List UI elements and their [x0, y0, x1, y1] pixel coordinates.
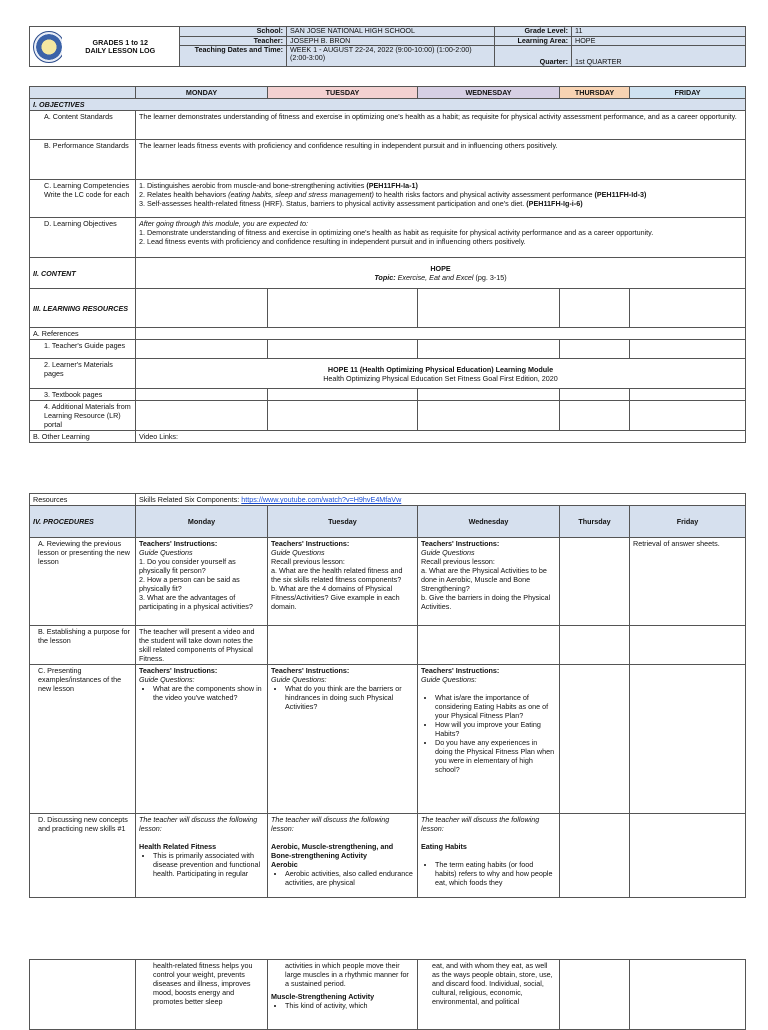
- day-thursday: THURSDAY: [560, 87, 630, 99]
- cont-thu: [560, 960, 630, 1030]
- presenting-monday: [136, 665, 268, 814]
- purpose-label: B. Establishing a purpose for the lesson: [30, 626, 136, 665]
- content-topic: [136, 258, 746, 289]
- dates-value: WEEK 1 - AUGUST 22-24, 2022 (9:00-10:00) (1:00-2:00) (2:00-3:00): [287, 46, 495, 67]
- lesson-title: Eating Habits: [421, 842, 467, 851]
- question-1: 1. Do you consider yourself as physically fit person?: [139, 557, 236, 575]
- header-block: [29, 26, 745, 67]
- purpose-wed: [418, 626, 560, 665]
- discussing-label: D. Discussing new concepts and practicing new skills #1: [30, 814, 136, 898]
- discuss-intro: The teacher will discuss the following lesson:: [421, 815, 540, 833]
- day-friday: FRIDAY: [630, 87, 746, 99]
- resources-heading: III. LEARNING RESOURCES: [30, 289, 136, 328]
- log-title: [62, 27, 180, 67]
- guide-questions: Guide Questions:: [139, 675, 195, 684]
- title-line1: GRADES 1 to 12: [92, 37, 149, 47]
- muscle-strengthening-title: Muscle-Strengthening Activity: [271, 992, 375, 1001]
- present-thu: [560, 665, 630, 814]
- presenting-wednesday: [418, 665, 560, 814]
- objectives-intro: After going through this module, you are expected to:: [139, 219, 309, 228]
- performance-standards-text: The learner leads fitness events with proficiency and confidence resulting in independent pursuit and in influencing others positively.: [136, 140, 746, 180]
- cont-monday: health-related fitness helps you control your weight, prevents diseases and illness, improves mood, boosts energy and promotes better sleep: [136, 960, 268, 1030]
- reviewing-thursday: [560, 538, 630, 626]
- quarter-value: 1st QUARTER: [572, 46, 746, 67]
- discuss-fri: [630, 814, 746, 898]
- tb-mon: [136, 389, 268, 401]
- procedures-block: [29, 493, 745, 898]
- res-mon: [136, 289, 268, 328]
- competency-code-1: (PEH11FH-Ia-1): [366, 181, 418, 190]
- lr-tue: [268, 401, 418, 431]
- dates-label: Teaching Dates and Time:: [180, 46, 287, 67]
- header-table: [29, 26, 746, 67]
- tb-fri: [630, 389, 746, 401]
- learners-materials-text: [136, 359, 746, 389]
- references-row: [136, 328, 746, 340]
- guide-questions: Guide Questions: [421, 548, 475, 557]
- cont-wednesday: eat, and with whom they eat, as well as the ways people obtain, store, use, and discard food. Individual, social, cultural, religious, economic, environmental, and political: [418, 960, 560, 1030]
- purpose-thu: [560, 626, 630, 665]
- competency-2c: to health risks factors and physical activity assessment performance: [373, 190, 595, 199]
- bullet-item: • How will you improve your Eating Habits?: [435, 720, 556, 738]
- seal-icon: [33, 31, 62, 63]
- purpose-fri: [630, 626, 746, 665]
- competencies-label: C. Learning Competencies Write the LC code for each: [30, 180, 136, 218]
- school-value: SAN JOSE NATIONAL HIGH SCHOOL: [287, 27, 495, 37]
- discuss-thu: [560, 814, 630, 898]
- learners-materials-label: 2. Learner's Materials pages: [30, 359, 136, 389]
- instructions-heading: Teachers' Instructions:: [139, 666, 218, 675]
- resources-cont-label: Resources: [30, 494, 136, 506]
- teachers-guide-label: 1. Teacher's Guide pages: [30, 340, 136, 359]
- content-subject: HOPE: [430, 264, 451, 273]
- lesson-title: Aerobic, Muscle-strengthening, and Bone-strengthening Activity: [271, 842, 394, 860]
- title-line2: DAILY LESSON LOG: [85, 45, 156, 55]
- res-tue: [268, 289, 418, 328]
- tg-wed: [418, 340, 560, 359]
- purpose-monday: The teacher will present a video and the student will take down notes the skill related components of Physical Fitness.: [136, 626, 268, 665]
- bullet-item: • This kind of activity, which: [285, 1001, 414, 1010]
- discuss-intro: The teacher will discuss the following lesson:: [271, 815, 390, 833]
- guide-questions: Guide Questions:: [271, 675, 327, 684]
- instructions-heading: Teachers' Instructions:: [271, 539, 350, 548]
- proc-col-tuesday: Tuesday: [268, 506, 418, 538]
- grade-label: Grade Level:: [495, 27, 572, 37]
- school-label: School:: [180, 27, 287, 37]
- tg-thu: [560, 340, 630, 359]
- competency-3: 3. Self-assesses health-related fitness (HRF). Status, barriers to physical activity assessment participation and one's diet.: [139, 199, 527, 208]
- skills-links-cell: [136, 494, 746, 506]
- question-a: a. What are the health related fitness and the six skills related fitness components?: [271, 566, 403, 584]
- teacher-value: JOSEPH B. BRON: [287, 37, 495, 46]
- purpose-tue: [268, 626, 418, 665]
- recall-text: Recall previous lesson:: [421, 557, 495, 566]
- question-3: 3. What are the advantages of participating in a physical activities?: [139, 593, 253, 611]
- topic-value: Exercise, Eat and Excel: [397, 273, 474, 282]
- quarter-label: Quarter:: [495, 46, 572, 67]
- topic-label: Topic:: [374, 273, 396, 282]
- skills-components-text: Skills Related Six Components:: [139, 495, 242, 504]
- guide-questions: Guide Questions:: [421, 675, 477, 684]
- competency-1: 1. Distinguishes aerobic from muscle-and bone-strengthening activities: [139, 181, 365, 190]
- day-tuesday: TUESDAY: [268, 87, 418, 99]
- proc-col-monday: Monday: [136, 506, 268, 538]
- instructions-heading: Teachers' Instructions:: [271, 666, 350, 675]
- continuation-table: [29, 959, 746, 1030]
- reviewing-label: A. Reviewing the previous lesson or presenting the new lesson: [30, 538, 136, 626]
- video-links-label: Video Links:: [136, 431, 746, 443]
- discuss-intro: The teacher will discuss the following lesson:: [139, 815, 258, 833]
- performance-standards-label: B. Performance Standards: [30, 140, 136, 180]
- lesson-title: Health Related Fitness: [139, 842, 217, 851]
- competency-2b: (eating habits, sleep and stress management): [228, 190, 374, 199]
- bullet-item: • Aerobic activities, also called endurance activities, are physical: [285, 869, 414, 887]
- deped-seal: [30, 27, 62, 67]
- lesson-plan-block: [29, 86, 745, 443]
- lr-portal-label: 4. Additional Materials from Learning Resource (LR) portal: [30, 401, 136, 431]
- procedures-table: [29, 493, 746, 898]
- instructions-heading: Teachers' Instructions:: [139, 539, 218, 548]
- bullet-item: • What do you think are the barriers or hindrances in doing such Physical Activities?: [285, 684, 414, 711]
- competency-code-2: (PEH11FH-Id-3): [594, 190, 647, 199]
- lr-fri: [630, 401, 746, 431]
- bullet-item: • The term eating habits (or food habits) refers to why and how people eat, which foods they: [435, 860, 556, 887]
- tb-thu: [560, 389, 630, 401]
- bullet-item: • What are the components show in the video you've watched?: [153, 684, 264, 702]
- lm-subtitle: Health Optimizing Physical Education Set Fitness Goal First Edition, 2020: [323, 373, 558, 383]
- res-thu: [560, 289, 630, 328]
- cont-label: [30, 960, 136, 1030]
- discussing-wednesday: [418, 814, 560, 898]
- cont-tuesday: [268, 960, 418, 1030]
- area-label: Learning Area:: [495, 37, 572, 46]
- reviewing-friday: Retrieval of answer sheets.: [630, 538, 746, 626]
- procedures-heading: IV. PROCEDURES: [30, 506, 136, 538]
- question-a: a. What are the Physical Activities to be done in Aerobic, Muscle and Bone Strengthening?: [421, 566, 547, 593]
- references-label: A. References: [30, 328, 136, 340]
- lesson-subtitle: Aerobic: [271, 860, 298, 869]
- content-standards-text: The learner demonstrates understanding of fitness and exercise in optimizing one's health as a habit; as requisite for physical activity assessment performance, and as a career opportunity.: [136, 111, 746, 140]
- tg-tue: [268, 340, 418, 359]
- guide-questions: Guide Questions: [139, 548, 193, 557]
- res-wed: [418, 289, 560, 328]
- tg-fri: [630, 340, 746, 359]
- content-heading: II. CONTENT: [30, 258, 136, 289]
- lr-mon: [136, 401, 268, 431]
- learning-objectives-label: D. Learning Objectives: [30, 218, 136, 258]
- discussing-tuesday: [268, 814, 418, 898]
- day-monday: MONDAY: [136, 87, 268, 99]
- video-link[interactable]: https://www.youtube.com/watch?v=H9hvE4MfaVw: [241, 495, 402, 504]
- learning-objectives-text: [136, 218, 746, 258]
- objective-1: 1. Demonstrate understanding of fitness and exercise in optimizing one's health as habit as requisite for physical activity performance and as a career opportunity.: [139, 228, 654, 237]
- aerobic-continued: activities in which people move their large muscles in a rhythmic manner for a sustained period.: [285, 961, 409, 988]
- objectives-heading: I. OBJECTIVES: [30, 99, 746, 111]
- teacher-label: Teacher:: [180, 37, 287, 46]
- recall-text: Recall previous lesson:: [271, 557, 345, 566]
- reviewing-monday: [136, 538, 268, 626]
- res-fri: [630, 289, 746, 328]
- corner-cell: [30, 87, 136, 99]
- content-standards-label: A. Content Standards: [30, 111, 136, 140]
- instructions-heading: Teachers' Instructions:: [421, 666, 500, 675]
- lesson-plan-table: [29, 86, 746, 443]
- cont-fri: [630, 960, 746, 1030]
- area-value: HOPE: [572, 37, 746, 46]
- guide-questions: Guide Questions: [271, 548, 325, 557]
- competency-code-3: (PEH11FH-Ig-i-6): [526, 199, 583, 208]
- tg-mon: [136, 340, 268, 359]
- instructions-heading: Teachers' Instructions:: [421, 539, 500, 548]
- presenting-label: C. Presenting examples/instances of the new lesson: [30, 665, 136, 814]
- question-2: 2. How a person can be said as physically fit?: [139, 575, 240, 593]
- bullet-item: • What is/are the importance of considering Eating Habits as one of your Physical Fitness Plan?: [435, 693, 556, 720]
- lr-thu: [560, 401, 630, 431]
- topic-pages: (pg. 3-15): [475, 273, 507, 282]
- lm-title: HOPE 11 (Health Optimizing Physical Education) Learning Module: [327, 364, 554, 374]
- question-b: b. Give the barriers in doing the Physical Activities.: [421, 593, 551, 611]
- discussing-monday: [136, 814, 268, 898]
- bullet-item: • Do you have any experiences in doing the Physical Fitness Plan when you were in elementary of high school?: [435, 738, 556, 774]
- day-wednesday: WEDNESDAY: [418, 87, 560, 99]
- present-fri: [630, 665, 746, 814]
- textbook-label: 3. Textbook pages: [30, 389, 136, 401]
- tb-tue: [268, 389, 418, 401]
- proc-col-friday: Friday: [630, 506, 746, 538]
- reviewing-tuesday: [268, 538, 418, 626]
- lr-wed: [418, 401, 560, 431]
- presenting-tuesday: [268, 665, 418, 814]
- continuation-block: [29, 959, 745, 1030]
- question-b: b. What are the 4 domains of Physical Fitness/Activities? Give example in each domain.: [271, 584, 400, 611]
- other-learning-label: B. Other Learning: [30, 431, 136, 443]
- competency-2a: 2. Relates health behaviors: [139, 190, 229, 199]
- competencies-text: [136, 180, 746, 218]
- tb-wed: [418, 389, 560, 401]
- proc-col-thursday: Thursday: [560, 506, 630, 538]
- grade-value: 11: [572, 27, 746, 37]
- objective-2: 2. Lead fitness events with proficiency and confidence resulting in independent pursuit and in influencing others positively.: [139, 237, 526, 246]
- bullet-item: • This is primarily associated with disease prevention and functional health. Participating in regular: [153, 851, 264, 878]
- reviewing-wednesday: [418, 538, 560, 626]
- proc-col-wednesday: Wednesday: [418, 506, 560, 538]
